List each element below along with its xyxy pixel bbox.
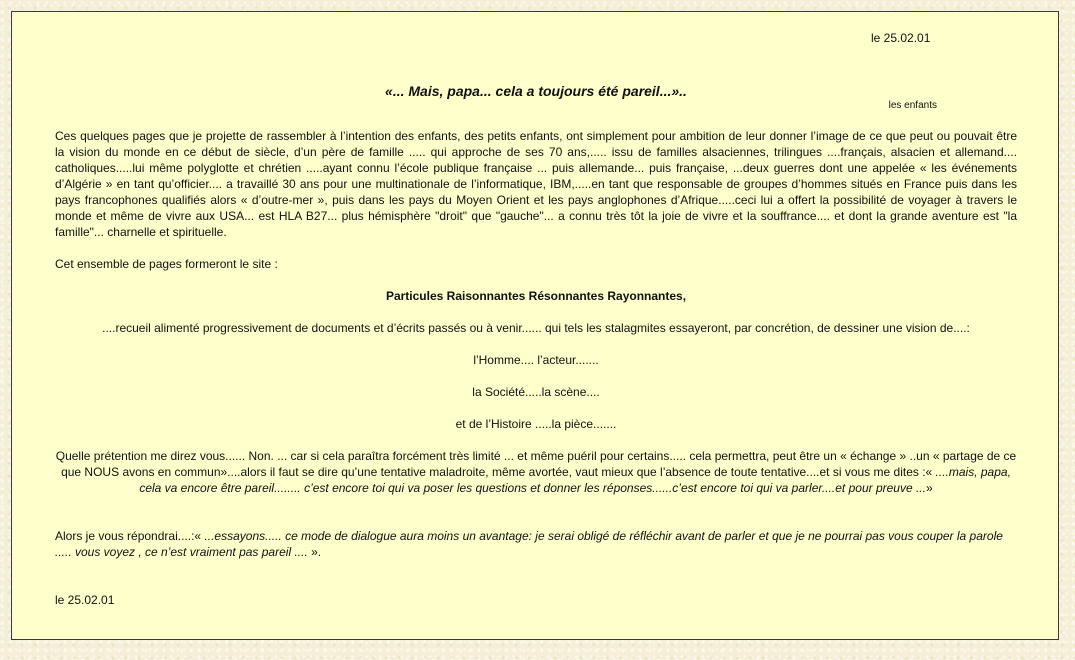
pretention-quote: ....mais, papa, cela va encore être pareil........ c’est encore toi qui va poser les questions et donner les réponses......c’est encore toi qui va parler....et pour preuve ... xyxy=(139,465,1011,495)
quote-title: «... Mais, papa... cela a toujours été pareil...».. xyxy=(385,83,687,99)
content-frame xyxy=(11,11,1059,640)
pretention-text: Quelle prétention me direz vous...... Non. ... car si cela paraîtra forcément très limité ... et même puéril pour certains..... cela permettra, peut être un « échange » ..un « partage de ce que NOUS avons en commun»....alors il faut se dire qu’une tentative maladroite, même avortée, vaut mieux que l’absence de toute tentative....et si vous me dites :« xyxy=(55,449,1017,479)
line-societe: la Société.....la scène.... xyxy=(472,385,600,399)
date-bottom: le 25.02.01 xyxy=(55,593,115,607)
line-homme: l’Homme.... l’acteur....... xyxy=(473,353,599,367)
pretention-close: » xyxy=(925,481,933,495)
recueil-paragraph: ....recueil alimenté progressivement de documents et d’écrits passés ou à venir...... qui tels les stalagmites essayeront, par concrétion, de dessiner une vision de....: xyxy=(102,321,970,335)
date-top: le 25.02.01 xyxy=(871,31,931,45)
site-title: Particules Raisonnantes Résonnantes Rayonnantes, xyxy=(385,289,687,303)
reponse-quote: ...essayons..... ce mode de dialogue aura moins un avantage: je serai obligé de réfléchir avant de parler et que je ne pourrai pas vous couper la parole ..... vous voyez , ce n’est vraiment pas pareil .... xyxy=(55,529,1003,559)
reponse-text: Alors je vous répondrai....:« xyxy=(55,529,205,543)
quote-author: les enfants xyxy=(888,100,937,111)
pretention-paragraph xyxy=(55,448,1017,496)
site-intro: Cet ensemble de pages formeront le site : xyxy=(55,257,278,271)
line-histoire: et de l’Histoire .....la pièce....... xyxy=(455,417,617,431)
reponse-close: ». xyxy=(311,545,322,559)
intro-paragraph: Ces quelques pages que je projette de rassembler à l’intention des enfants, des petits enfants, ont simplement pour ambition de leur donner l’image de ce que peut ou pouvait être la vision du monde en ce début de siècle, d’un père de famille ..... qui approche de ses 70 ans,..... issu de familles alsaciennes, trilingues ....français, alsacien et allemand.... catholiques.....lui même polyglotte et chrétien .....ayant connu l’école publique française ... puis allemande... puis française, ...deux guerres dont une appelée « les événements d’Algérie » en tant qu’officier.... a travaillé 30 ans pour une multinationale de l’informatique, IBM,.....en tant que responsable de groupes d’hommes situés en France puis dans les pays francophones qualifiés alors « d’outre-mer », puis dans les pays du Moyen Orient et les pays anglophones d’Afrique.....ceci lui a offert la possibilité de voyager à travers le monde et même de vivre aux USA... est HLA B27... plus hémisphère "droit" que "gauche"... a connu très tôt la joie de vivre et la souffrance.... et dont la grande aventure est "la famille"... charnelle et spirituelle. xyxy=(55,129,1017,239)
reponse-paragraph xyxy=(55,528,1017,560)
